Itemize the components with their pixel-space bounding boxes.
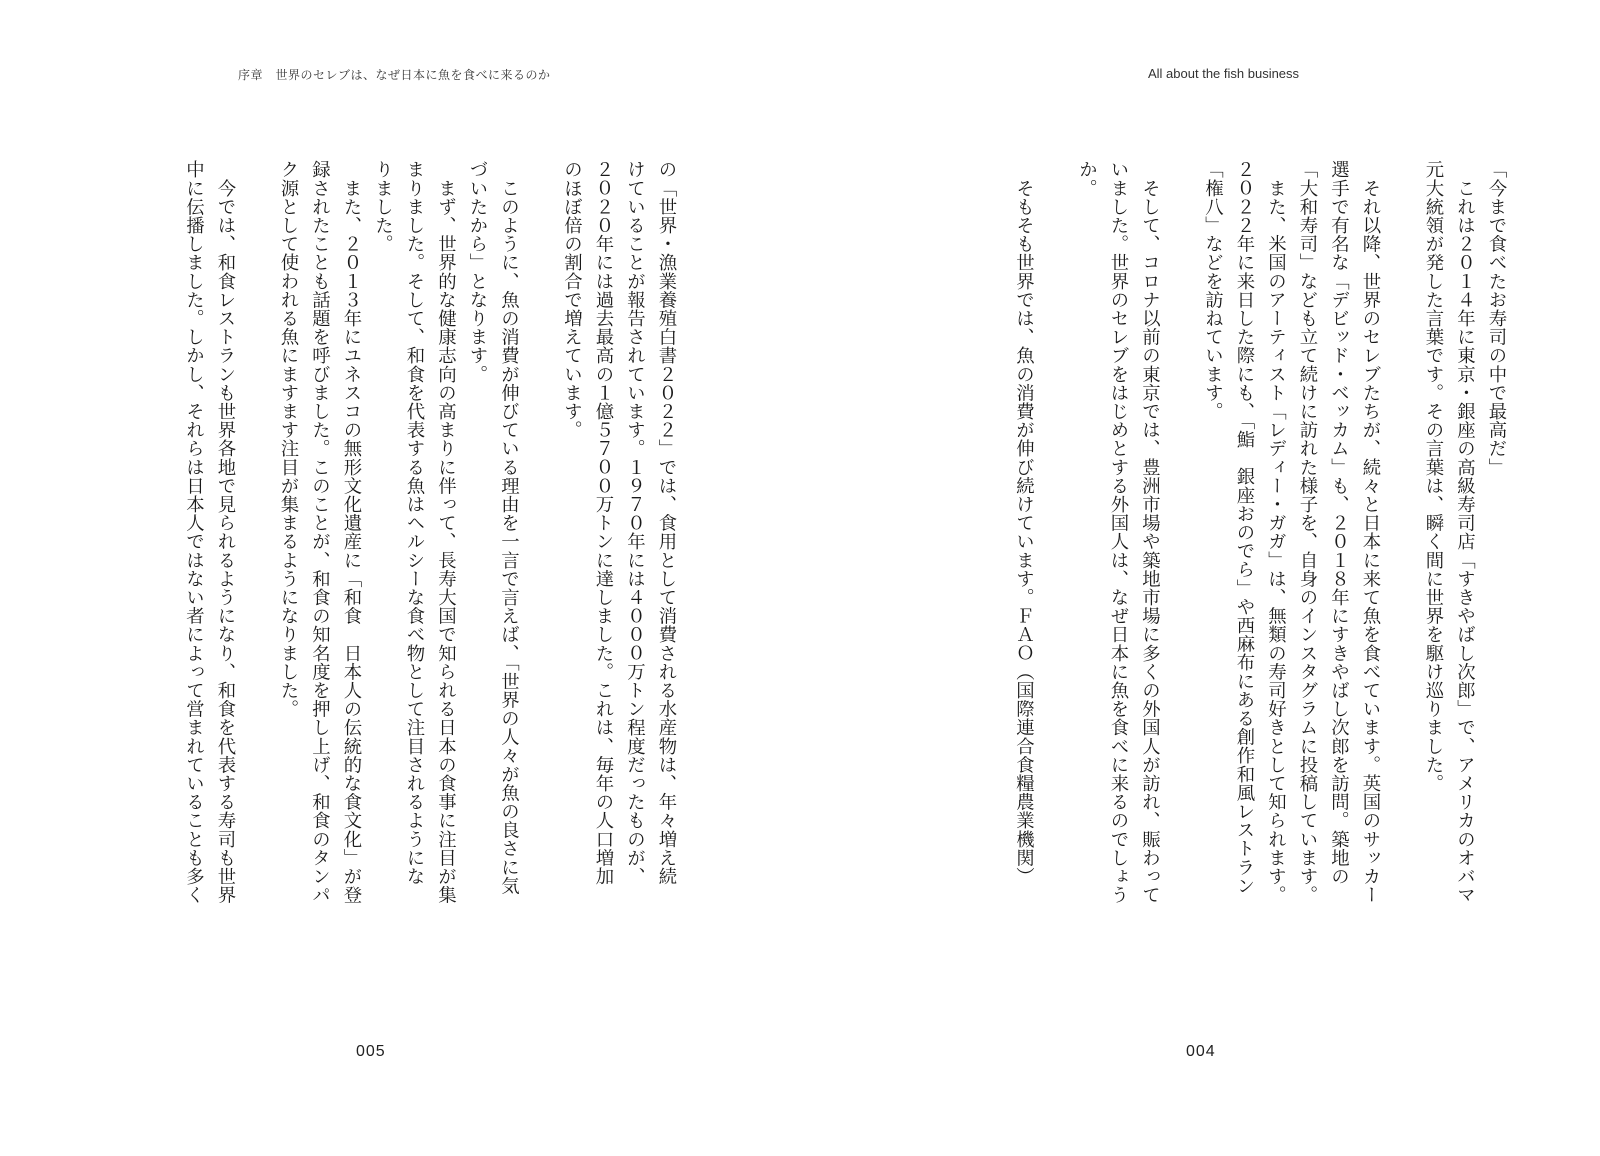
text-line: か。 xyxy=(1076,160,1098,198)
text-line: また、米国のアーティスト「レディー・ガガ」は、無類の寿司好きとして知られます。 xyxy=(1265,160,1287,904)
text-line: そもそも世界では、魚の消費が伸び続けています。ＦＡＯ（国際連合食糧農業機関） xyxy=(1013,160,1035,886)
text-line: それ以降、世界のセレブたちが、続々と日本に来て魚を食べています。英国のサッカー xyxy=(1360,160,1381,904)
text-line: また、２０１３年にユネスコの無形文化遺産に「和食 日本人の伝統的な食文化」が登 xyxy=(341,160,362,904)
text-line: ２０２０年には過去最高の１億５７００万トンに達しました。これは、毎年の人口増加 xyxy=(593,160,614,886)
text-line: 「大和寿司」なども立て続けに訪れた様子を、自身のインスタグラムに投稿しています。 xyxy=(1297,160,1318,904)
text-line: そして、コロナ以前の東京では、豊洲市場や築地市場に多くの外国人が訪れ、賑わって xyxy=(1139,160,1161,904)
text-line: りました。 xyxy=(372,160,394,253)
text-line: 「今まで食べたお寿司の中で最高だ」 xyxy=(1486,160,1507,477)
text-line: いました。世界のセレブをはじめとする外国人は、なぜ日本に魚を食べに来るのでしょう xyxy=(1108,160,1129,904)
paragraph-break xyxy=(1386,160,1418,1020)
paragraph-break xyxy=(525,160,557,1020)
page-number: 004 xyxy=(1186,1043,1216,1060)
text-line: まず、世界的な健康志向の高まりに伴って、長寿大国で知られる日本の食事に注目が集 xyxy=(435,160,457,904)
right-page xyxy=(800,0,1600,1156)
running-head-chapter: 序章 世界のセレブは、なぜ日本に魚を食べに来るのか xyxy=(238,68,551,82)
text-line: けていることが報告されています。１９７０年には４０００万トン程度だったものが、 xyxy=(624,160,646,886)
text-line: のほぼ倍の割合で増えています。 xyxy=(561,160,583,439)
page-number: 005 xyxy=(356,1043,386,1060)
running-head-book-title: All about the fish business xyxy=(1148,66,1300,81)
text-line: 録されたことも話題を呼びました。このことが、和食の知名度を押し上げ、和食のタンパ xyxy=(309,160,331,904)
paragraph-break xyxy=(1166,160,1198,1020)
text-line: の「世界・漁業養殖白書２０２２」では、食用として消費される水産物は、年々増え続 xyxy=(656,160,677,886)
paragraph-break xyxy=(1040,160,1072,1020)
text-line: ク源として使われる魚にますます注目が集まるようになりました。 xyxy=(278,160,299,718)
text-line: まりました。そして、和食を代表する魚はヘルシーな食べ物として注目されるようにな xyxy=(404,160,425,886)
text-line: 今では、和食レストランも世界各地で見られるようになり、和食を代表する寿司も世界 xyxy=(215,160,236,904)
text-line: づいたから」となります。 xyxy=(467,160,488,384)
text-line: これは２０１４年に東京・銀座の高級寿司店「すきやばし次郎」で、アメリカのオバマ xyxy=(1454,160,1476,904)
right-page-body xyxy=(972,160,1512,1020)
text-line: 元大統領が発した言葉です。その言葉は、瞬く間に世界を駆け巡りました。 xyxy=(1423,160,1444,793)
text-line: このように、魚の消費が伸びている理由を一言で言えば、「世界の人々が魚の良さに気 xyxy=(498,160,520,895)
text-line: 中に伝播しました。しかし、それらは日本人ではない者によって営まれていることも多く xyxy=(183,160,205,904)
paragraph-break xyxy=(241,160,273,1020)
text-line: ２０２２年に来日した際にも、「鮨 銀座おのでら」や西麻布にある創作和風レストラン xyxy=(1234,160,1255,895)
left-page-body xyxy=(82,160,682,1020)
text-line: 選手で有名な「デビッド・ベッカム」も、２０１８年にすきやばし次郎を訪問。築地の xyxy=(1328,160,1350,886)
text-line: 「権八」などを訪ねています。 xyxy=(1202,160,1224,421)
